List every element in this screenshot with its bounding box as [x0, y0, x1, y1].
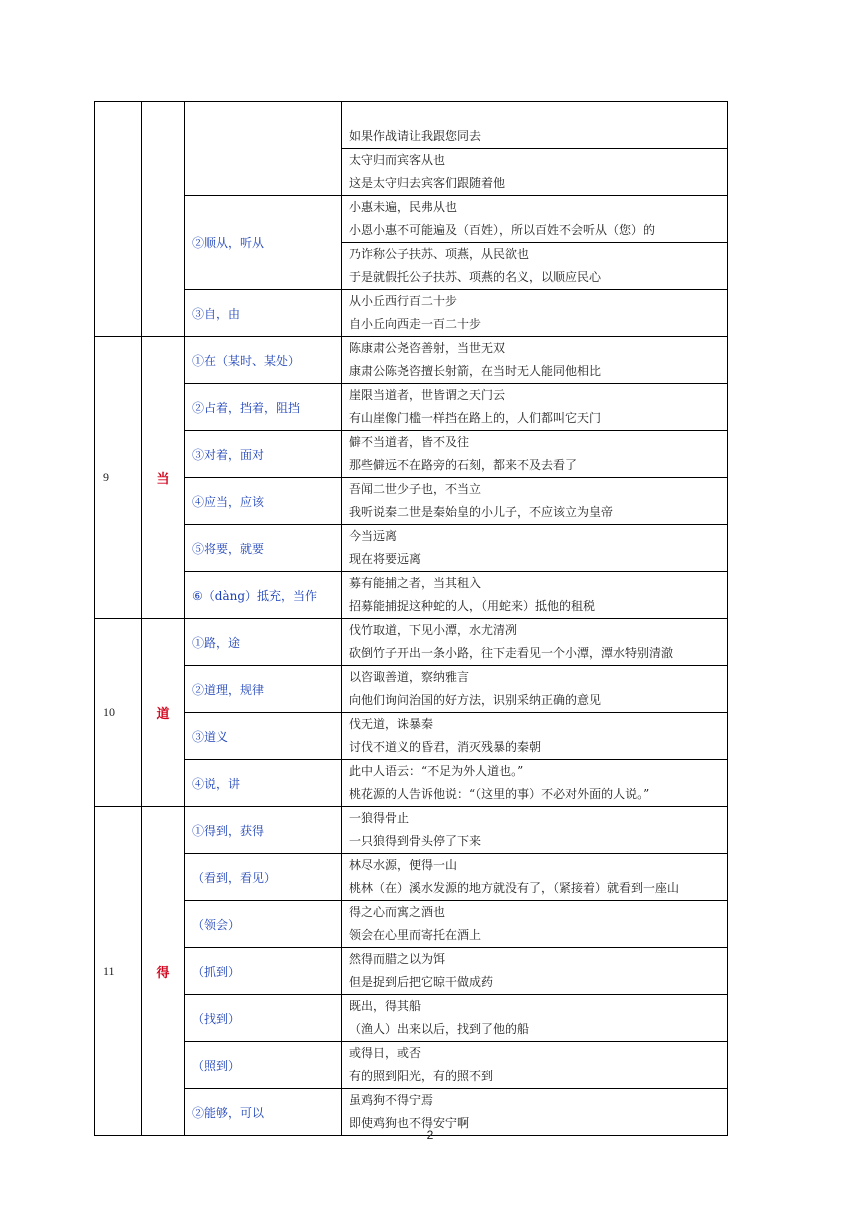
example-cell [342, 149, 728, 196]
example-cell [342, 337, 728, 384]
page-number: 2 [426, 1128, 434, 1142]
table-row [95, 760, 728, 807]
example-translation: 有山崖像门槛一样挡在路上的，人们都叫它天门 [349, 411, 602, 425]
meaning-cell: ⑥（dàng）抵充，当作 [185, 572, 342, 619]
example-translation: 于是就假托公子扶苏、项燕的名义，以顺应民心 [349, 270, 602, 284]
example-sentence: 乃诈称公子扶苏、项燕，从民欲也 [349, 247, 530, 261]
example-cell [342, 431, 728, 478]
meaning-cell: ②道理，规律 [185, 666, 342, 713]
meaning-cell: ⑤将要，就要 [185, 525, 342, 572]
meaning-cell [185, 102, 342, 196]
example-cell [342, 760, 728, 807]
example-translation: 向他们询问治国的好方法，识别采纳正确的意见 [349, 693, 602, 707]
meaning-cell: ③自，由 [185, 290, 342, 337]
example-cell [342, 807, 728, 854]
meaning-cell: ④应当，应该 [185, 478, 342, 525]
meaning-cell: （抓到） [185, 948, 342, 995]
table-row [95, 948, 728, 995]
example-translation: 这是太守归去宾客们跟随着他 [349, 176, 506, 190]
example-sentence: 今当远离 [349, 529, 398, 543]
example-sentence [349, 102, 727, 125]
example-translation: 但是捉到后把它晾干做成药 [349, 975, 494, 989]
example-sentence: 从小丘西行百二十步 [349, 294, 458, 308]
example-sentence: 吾闻二世少子也，不当立 [349, 482, 482, 496]
table-row [95, 807, 728, 854]
example-translation: 讨伐不道义的昏君，消灭残暴的秦朝 [349, 740, 542, 754]
example-sentence: 伐竹取道，下见小潭，水尤清冽 [349, 623, 518, 637]
table-row [95, 619, 728, 666]
entry-character [142, 102, 185, 337]
meaning-cell: ④说，讲 [185, 760, 342, 807]
example-sentence: 得之心而寓之酒也 [349, 905, 446, 919]
meaning-cell: ②顺从，听从 [185, 196, 342, 290]
example-sentence: 然得而腊之以为饵 [349, 952, 446, 966]
example-sentence: 虽鸡狗不得宁焉 [349, 1093, 434, 1107]
example-sentence: 募有能捕之者，当其租入 [349, 576, 482, 590]
example-translation: 现在将要远离 [349, 552, 422, 566]
example-translation: 小恩小惠不可能遍及（百姓），所以百姓不会听从（您）的 [349, 223, 656, 237]
example-cell [342, 666, 728, 713]
example-cell [342, 901, 728, 948]
table-row [95, 713, 728, 760]
meaning-cell: ②占着，挡着，阻挡 [185, 384, 342, 431]
example-translation: 自小丘向西走一百二十步 [349, 317, 482, 331]
example-translation: 一只狼得到骨头停了下来 [349, 834, 482, 848]
entry-number: 10 [95, 619, 142, 807]
example-translation: 我听说秦二世是秦始皇的小儿子，不应该立为皇帝 [349, 505, 614, 519]
example-cell [342, 102, 728, 149]
meaning-cell: ①路，途 [185, 619, 342, 666]
example-cell [342, 196, 728, 243]
example-sentence: 小惠未遍，民弗从也 [349, 200, 458, 214]
table-row [95, 1042, 728, 1089]
example-sentence: 以咨诹善道，察纳雅言 [349, 670, 470, 684]
example-translation: 康肃公陈尧咨擅长射箭，在当时无人能同他相比 [349, 364, 602, 378]
table-row [95, 290, 728, 337]
table-row [95, 666, 728, 713]
example-cell [342, 713, 728, 760]
example-translation: 那些僻远不在路旁的石刻，都来不及去看了 [349, 458, 578, 472]
example-cell [342, 290, 728, 337]
entry-character: 当 [142, 337, 185, 619]
meaning-cell: ①得到，获得 [185, 807, 342, 854]
example-cell [342, 854, 728, 901]
example-translation: 有的照到阳光，有的照不到 [349, 1069, 494, 1083]
table-row [95, 196, 728, 243]
table-row [95, 102, 728, 149]
table-row [95, 995, 728, 1042]
table-row [95, 478, 728, 525]
example-sentence: 此中人语云：“不足为外人道也。” [349, 764, 524, 778]
entry-number [95, 102, 142, 337]
example-cell [342, 243, 728, 290]
vocabulary-table [94, 101, 728, 1136]
example-translation: 砍倒竹子开出一条小路，往下走看见一个小潭，潭水特别清澈 [349, 646, 674, 660]
table-row [95, 854, 728, 901]
table-row [95, 431, 728, 478]
meaning-cell: （看到，看见） [185, 854, 342, 901]
meaning-cell: ①在（某时、某处） [185, 337, 342, 384]
example-sentence: 伐无道，诛暴秦 [349, 717, 434, 731]
meaning-cell: （照到） [185, 1042, 342, 1089]
example-sentence: 僻不当道者，皆不及往 [349, 435, 470, 449]
entry-number: 11 [95, 807, 142, 1136]
example-cell [342, 948, 728, 995]
example-translation: 招募能捕捉这种蛇的人，（用蛇来）抵他的租税 [349, 599, 596, 613]
table-row [95, 572, 728, 619]
example-translation: 领会在心里而寄托在酒上 [349, 928, 482, 942]
meaning-cell: （找到） [185, 995, 342, 1042]
meaning-cell: ③对着，面对 [185, 431, 342, 478]
example-translation: （渔人）出来以后，找到了他的船 [349, 1022, 530, 1036]
example-cell [342, 619, 728, 666]
example-cell [342, 525, 728, 572]
entry-character: 道 [142, 619, 185, 807]
example-sentence: 一狼得骨止 [349, 811, 410, 825]
table-row [95, 525, 728, 572]
example-sentence: 太守归而宾客从也 [349, 153, 446, 167]
meaning-cell: （领会） [185, 901, 342, 948]
example-cell [342, 995, 728, 1042]
example-translation: 桃林（在）溪水发源的地方就没有了，（紧接着）就看到一座山 [349, 881, 680, 895]
vocabulary-table-body [95, 102, 728, 1136]
entry-number: 9 [95, 337, 142, 619]
table-row [95, 901, 728, 948]
example-translation: 桃花源的人告诉他说：“（这里的事）不必对外面的人说。” [349, 787, 650, 801]
example-cell [342, 384, 728, 431]
example-sentence: 崖限当道者，世皆谓之天门云 [349, 388, 506, 402]
meaning-cell: ③道义 [185, 713, 342, 760]
example-sentence: 或得日，或否 [349, 1046, 422, 1060]
example-sentence: 既出，得其船 [349, 999, 422, 1013]
table-row [95, 384, 728, 431]
entry-character: 得 [142, 807, 185, 1136]
table-row [95, 337, 728, 384]
example-sentence: 陈康肃公尧咨善射，当世无双 [349, 341, 506, 355]
example-translation: 即使鸡狗也不得安宁啊 [349, 1116, 470, 1130]
example-cell [342, 1042, 728, 1089]
example-cell [342, 478, 728, 525]
meaning-cell: ②能够，可以 [185, 1089, 342, 1136]
example-sentence: 林尽水源，便得一山 [349, 858, 458, 872]
example-cell [342, 572, 728, 619]
example-translation: 如果作战请让我跟您同去 [349, 129, 482, 143]
